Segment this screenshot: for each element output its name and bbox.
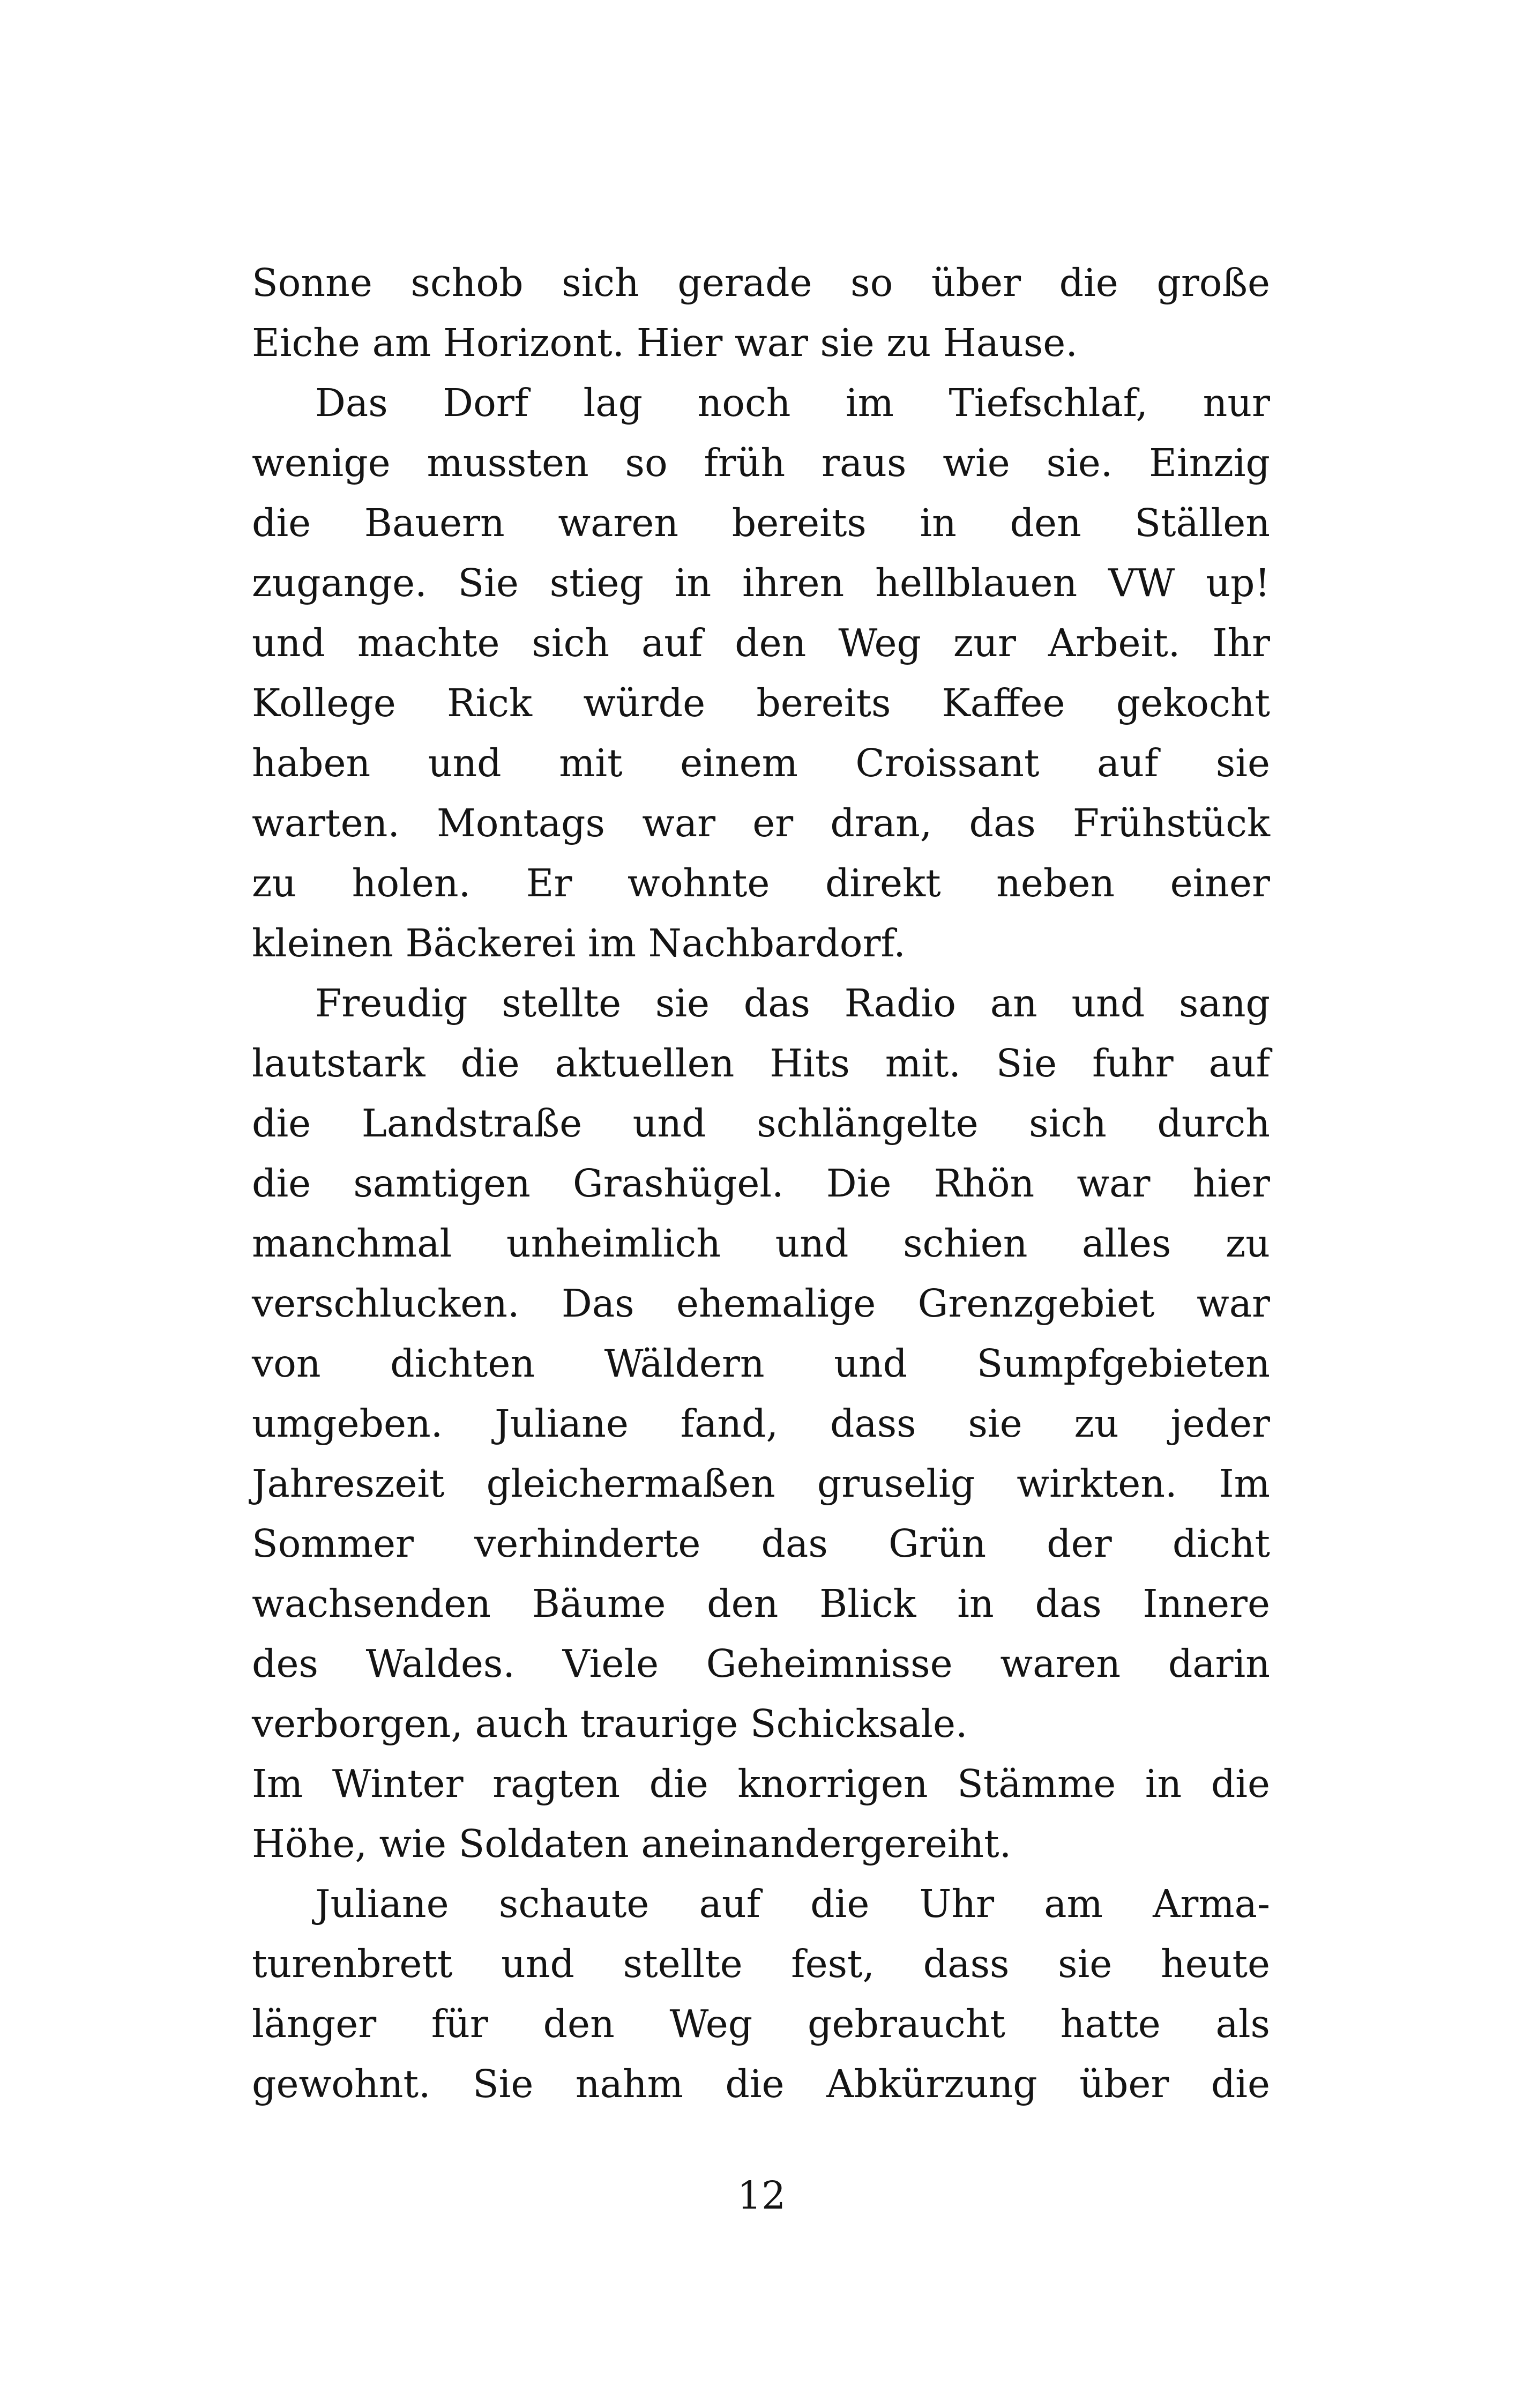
text-line: Freudig stellte sie das Radio an und sang — [315, 981, 1270, 1025]
text-line: haben und mit einem Croissant auf sie — [252, 741, 1270, 785]
text-line: wenige mussten so früh raus wie sie. Einzig — [252, 441, 1270, 485]
paragraph — [252, 253, 1270, 373]
text-line: und machte sich auf den Weg zur Arbeit. Ihr — [252, 621, 1270, 665]
text-line: manchmal unheimlich und schien alles zu — [252, 1221, 1270, 1266]
text-line: Juliane schaute auf die Uhr am Arma- — [315, 1882, 1270, 1926]
text-line: länger für den Weg gebraucht hatte als — [252, 2002, 1270, 2046]
text-line: verschlucken. Das ehemalige Grenzgebiet war — [252, 1281, 1270, 1326]
paragraph — [252, 1754, 1270, 1874]
text-line: lautstark die aktuellen Hits mit. Sie fuhr auf — [252, 1041, 1270, 1086]
text-line: warten. Montags war er dran, das Frühstück — [252, 801, 1270, 845]
body-text — [252, 253, 1270, 2114]
text-line: von dichten Wäldern und Sumpfgebieten — [252, 1341, 1270, 1386]
text-line: Das Dorf lag noch im Tiefschlaf, nur — [315, 381, 1270, 425]
text-line: verborgen, auch traurige Schicksale. — [252, 1701, 968, 1746]
text-line: wachsenden Bäume den Blick in das Innere — [252, 1581, 1270, 1626]
text-line: zugange. Sie stieg in ihren hellblauen VW up! — [252, 561, 1270, 605]
text-line: die samtigen Grashügel. Die Rhön war hier — [252, 1161, 1270, 1206]
text-line: Sommer verhinderte das Grün der dicht — [252, 1521, 1270, 1566]
text-line: Höhe, wie Soldaten aneinandergereiht. — [252, 1822, 1012, 1866]
paragraph — [252, 1874, 1270, 2114]
text-line: die Landstraße und schlängelte sich durch — [252, 1101, 1270, 1146]
text-line: Im Winter ragten die knorrigen Stämme in die — [252, 1762, 1270, 1806]
text-line: Jahreszeit gleichermaßen gruselig wirkten. Im — [252, 1461, 1270, 1506]
text-line: kleinen Bäckerei im Nachbardorf. — [252, 921, 906, 965]
text-line: Eiche am Horizont. Hier war sie zu Hause. — [252, 321, 1078, 365]
text-line: die Bauern waren bereits in den Ställen — [252, 501, 1270, 545]
text-line: Sonne schob sich gerade so über die große — [252, 261, 1270, 305]
text-line: umgeben. Juliane fand, dass sie zu jeder — [252, 1401, 1270, 1446]
text-line: zu holen. Er wohnte direkt neben einer — [252, 861, 1270, 905]
text-line: Kollege Rick würde bereits Kaffee gekocht — [252, 681, 1270, 725]
text-line: gewohnt. Sie nahm die Abkürzung über die — [252, 2062, 1270, 2106]
text-line: des Waldes. Viele Geheimnisse waren darin — [252, 1641, 1270, 1686]
paragraph — [252, 373, 1270, 973]
paragraph — [252, 973, 1270, 1754]
text-line: turenbrett und stellte fest, dass sie heute — [252, 1942, 1270, 1986]
page-number: 12 — [737, 2173, 786, 2218]
